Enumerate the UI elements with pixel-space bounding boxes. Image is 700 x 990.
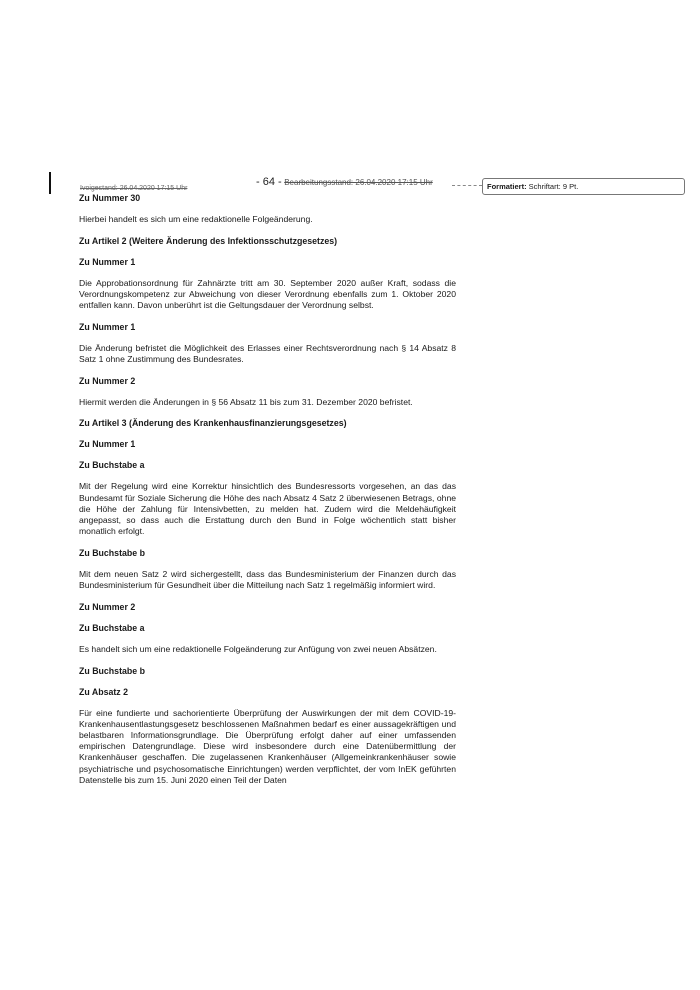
struck-status-text: Bearbeitungsstand: 26.04.2020 17:15 Uhr [284, 178, 433, 187]
document-body [79, 193, 456, 796]
section-heading: Zu Buchstabe a [79, 622, 145, 633]
page-header [256, 176, 433, 188]
page-number: - 64 - [256, 176, 282, 188]
section-heading: Zu Buchstabe a [79, 460, 145, 471]
section-heading: Zu Artikel 3 (Änderung des Krankenhausfinanzierungsgesetzes) [79, 418, 347, 429]
section-heading: Zu Nummer 2 [79, 375, 136, 386]
section-text: Die Approbationsordnung für Zahnärzte tritt am 30. September 2020 außer Kraft, sodass die Verordnungskompetenz zur Abweichung von dieser Verordnung ebenfalls zum 1. Oktober 2020 entfallen kann. Davon unberührt ist die Geltungsdauer der Verordnung selbst. [79, 277, 456, 311]
section-heading: Zu Nummer 1 [79, 439, 136, 450]
section-heading: Zu Artikel 2 (Weitere Änderung des Infektionsschutzgesetzes) [79, 235, 338, 246]
section-text: Mit dem neuen Satz 2 wird sichergestellt, dass das Bundesministerium der Finanzen durch das Bundesministerium für Gesundheit über die Mitteilung nach Satz 1 regelmäßig informiert wird. [79, 568, 456, 591]
section-heading: Zu Buchstabe b [79, 547, 145, 558]
section-heading: Zu Nummer 1 [79, 321, 136, 332]
format-value: Schriftart: 9 Pt. [526, 182, 579, 191]
section-heading: Zu Nummer 2 [79, 601, 136, 612]
format-label: Formatiert: [487, 182, 527, 191]
section-heading: Zu Buchstabe b [79, 665, 145, 676]
section-text: Hiermit werden die Änderungen in § 56 Absatz 11 bis zum 31. Dezember 2020 befristet. [79, 396, 413, 407]
section-heading: Zu Nummer 1 [79, 256, 136, 267]
section-text: Hierbei handelt es sich um eine redaktionelle Folgeänderung. [79, 214, 313, 224]
section-text: Mit der Regelung wird eine Korrektur hinsichtlich des Bundesressorts vorgesehen, an das das Bundesamt für Soziale Sicherung die Höhe des nach Absatz 4 Satz 2 überwiesenen Betrags, ohne die Höhe der Zahlung für Intensivbetten, zu melden hat. Zudem wird die Meldehäufigkeit angepasst, so dass auch die Erstattung durch den Bund in Folge wöchentlich statt bisher monatlich erfolgt. [79, 481, 456, 537]
section-text: Für eine fundierte und sachorientierte Überprüfung der Auswirkungen der mit dem COVID-19-Krankenhausentlastungsgesetz beschlossenen Maßnahmen bedarf es einer aussagekräftigen und belastbaren Informationsgrundlage. Die Überprüfung erfolgt daher auf einer umfassenden empirischen Datengrundlage. Diese wird insbesondere durch eine Datenübermittlung der Krankenhäuser geschaffen. Die zugelassenen Krankenhäuser (Allgemeinkrankenhäuser sowie psychiatrische und psychosomatische Einrichtungen) werden verpflichtet, der vom InEK geführten Datenstelle bis zum 15. Juni 2020 einen Teil der Daten [79, 707, 456, 785]
change-bar [49, 172, 51, 194]
comment-connector [452, 185, 482, 186]
section-heading: Zu Absatz 2 [79, 686, 129, 697]
struck-revision-note: Ivoigestand: 26.04.2020 17:15 Uhr [80, 185, 188, 192]
section-text: Es handelt sich um eine redaktionelle Folgeänderung zur Anfügung von zwei neuen Absätzen. [79, 643, 437, 654]
format-comment-box[interactable] [482, 178, 685, 195]
section-heading: Zu Nummer 30 [79, 193, 141, 203]
section-text: Die Änderung befristet die Möglichkeit des Erlasses einer Rechtsverordnung nach § 14 Absatz 8 Satz 1 ohne Zustimmung des Bundesrates. [79, 342, 456, 365]
